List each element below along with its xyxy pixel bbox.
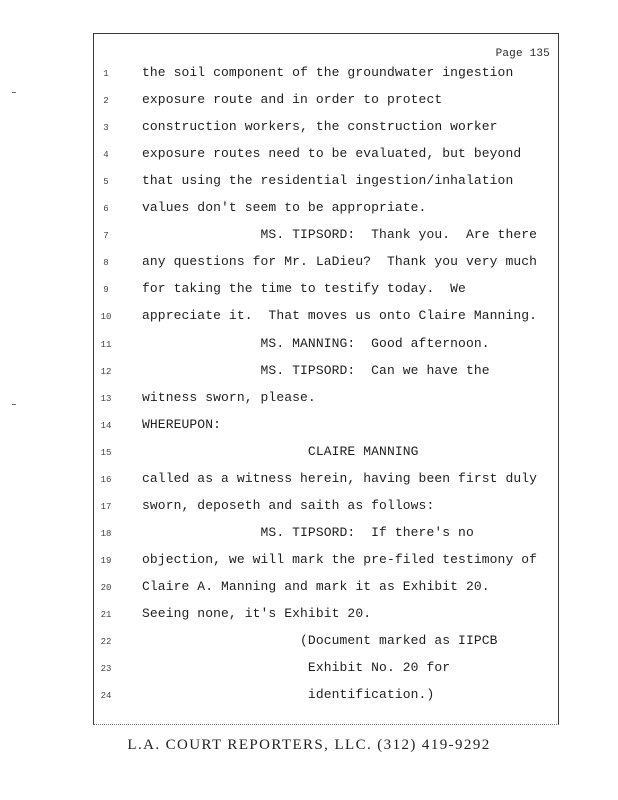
line-text: (Document marked as IIPCB (142, 633, 498, 649)
line-number: 24 (100, 691, 112, 702)
line-text: identification.) (142, 687, 435, 703)
transcript-line (94, 308, 560, 328)
line-text: MS. TIPSORD: If there's no (142, 524, 474, 540)
transcript-line (94, 471, 560, 491)
line-text: MS. MANNING: Good afternoon. (142, 335, 490, 351)
line-text: Exhibit No. 20 for (142, 660, 451, 676)
line-number: 16 (100, 474, 112, 485)
line-text: called as a witness herein, having been first duly (142, 470, 538, 486)
transcript-line (94, 336, 560, 356)
line-number: 8 (103, 258, 109, 269)
transcript-line (94, 254, 560, 274)
transcript-line (94, 92, 560, 112)
line-number: 22 (100, 637, 112, 648)
line-number: 5 (103, 177, 109, 188)
transcript-line (94, 498, 560, 518)
transcript-line (94, 633, 560, 653)
line-number: 14 (100, 420, 112, 431)
line-text: exposure route and in order to protect (142, 92, 443, 108)
transcript-line (94, 363, 560, 383)
transcript-line (94, 444, 560, 464)
line-number: 7 (103, 231, 109, 242)
line-text: MS. TIPSORD: Can we have the (142, 362, 490, 378)
line-number: 11 (100, 339, 112, 350)
transcript-line (94, 525, 560, 545)
line-number: 19 (100, 555, 112, 566)
line-text: that using the residential ingestion/inhalation (142, 173, 514, 189)
line-number: 21 (100, 610, 112, 620)
line-text: WHEREUPON: (142, 416, 222, 432)
court-reporter-footer: L.A. COURT REPORTERS, LLC. (312) 419-9292 (127, 737, 491, 753)
line-text: objection, we will mark the pre-filed testimony of (142, 551, 538, 567)
transcript-line (94, 579, 560, 599)
transcript-line (94, 200, 560, 220)
line-number: 15 (100, 447, 112, 458)
line-number: 9 (103, 285, 109, 296)
line-number: 2 (103, 96, 109, 107)
line-text: Claire A. Manning and mark it as Exhibit 20. (142, 578, 490, 594)
line-number: 12 (100, 366, 112, 377)
transcript-line (94, 660, 560, 680)
transcript-line (94, 281, 560, 301)
transcript-line (94, 119, 560, 139)
line-text: Seeing none, it's Exhibit 20. (142, 606, 372, 621)
line-text: sworn, deposeth and saith as follows: (142, 497, 435, 513)
line-number: 4 (103, 150, 109, 161)
scan-mark (12, 92, 16, 93)
line-number: 23 (100, 664, 112, 675)
scan-mark (12, 404, 16, 405)
line-number: 18 (100, 528, 112, 539)
page-number: Page 135 (495, 48, 550, 60)
transcript-line (94, 390, 560, 410)
line-text: construction workers, the construction worker (142, 119, 498, 135)
transcript-line (94, 173, 560, 193)
line-text: values don't seem to be appropriate. (142, 200, 427, 216)
line-text: witness sworn, please. (142, 389, 316, 405)
line-text: for taking the time to testify today. We (142, 281, 466, 297)
line-number: 1 (103, 69, 109, 79)
transcript-frame (93, 33, 559, 725)
line-text: any questions for Mr. LaDieu? Thank you very much (142, 254, 538, 270)
line-text: appreciate it. That moves us onto Claire Manning. (142, 308, 538, 324)
transcript-line (94, 417, 560, 437)
line-text: exposure routes need to be evaluated, but beyond (142, 146, 522, 162)
transcript-line (94, 227, 560, 247)
line-number: 17 (100, 501, 112, 512)
line-text: MS. TIPSORD: Thank you. Are there (142, 227, 538, 243)
line-text: CLAIRE MANNING (142, 443, 419, 459)
line-number: 13 (100, 393, 112, 404)
transcript-line (94, 552, 560, 572)
transcript-line (94, 146, 560, 166)
line-number: 20 (100, 582, 112, 593)
line-number: 10 (100, 312, 112, 323)
line-text: the soil component of the groundwater ingestion (142, 65, 514, 80)
line-number: 3 (103, 123, 109, 134)
line-number: 6 (103, 204, 109, 215)
transcript-line (94, 606, 560, 626)
transcript-line (94, 65, 560, 85)
transcript-line (94, 687, 560, 707)
